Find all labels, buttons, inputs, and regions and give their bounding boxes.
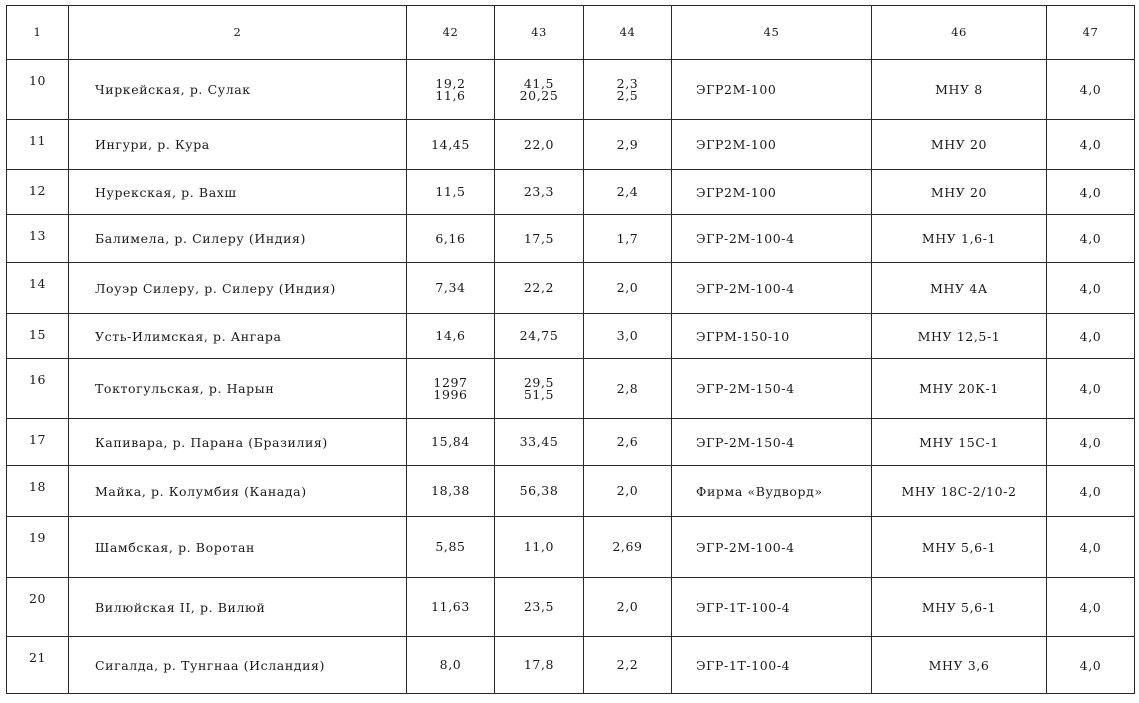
col-44-cell-value: 2,9 — [616, 136, 639, 152]
header-row — [7, 6, 1135, 60]
col-42-cell — [407, 263, 495, 314]
pressure-unit-cell: МНУ 20 — [872, 170, 1047, 215]
col-44-cell — [584, 60, 672, 120]
col-47-cell: 4,0 — [1047, 263, 1135, 314]
pressure-unit-cell: МНУ 5,6-1 — [872, 517, 1047, 578]
col-42-cell — [407, 120, 495, 170]
col-43-cell — [495, 578, 584, 637]
col-42-cell-value: 1996 — [433, 386, 468, 402]
col-42-cell — [407, 314, 495, 359]
plant-name-cell: Вилюйская II, р. Вилюй — [69, 578, 407, 637]
pressure-unit-cell: МНУ 20К-1 — [872, 359, 1047, 419]
header-cell: 45 — [672, 6, 872, 60]
col-44-cell-value: 2,0 — [616, 599, 639, 614]
col-42-cell-value: 6,16 — [435, 230, 466, 246]
col-42-cell-value: 11,6 — [435, 87, 466, 103]
pressure-unit-cell: МНУ 18С-2/10-2 — [872, 466, 1047, 517]
pressure-unit-cell: МНУ 15С-1 — [872, 419, 1047, 466]
table-row — [7, 517, 1135, 578]
col-47-cell: 4,0 — [1047, 466, 1135, 517]
col-43-cell-value: 29,5 — [523, 374, 555, 390]
col-44-cell — [584, 215, 672, 263]
col-42-cell — [407, 60, 495, 120]
row-number-cell: 14 — [7, 263, 69, 314]
regulator-type-cell: ЭГР-2М-100-4 — [672, 517, 872, 578]
plant-name-cell: Лоуэр Силеру, р. Силеру (Индия) — [69, 263, 407, 314]
col-47-cell: 4,0 — [1047, 637, 1135, 694]
plant-name-cell: Усть-Илимская, р. Ангара — [69, 314, 407, 359]
col-47-cell: 4,0 — [1047, 419, 1135, 466]
table-row — [7, 60, 1135, 120]
col-44-cell-value: 2,4 — [616, 184, 639, 199]
col-47-cell: 4,0 — [1047, 314, 1135, 359]
header-cell: 46 — [872, 6, 1047, 60]
col-42-cell-value: 7,34 — [435, 280, 466, 295]
table-row — [7, 637, 1135, 694]
col-44-cell — [584, 637, 672, 694]
col-44-cell-value: 3,0 — [616, 328, 639, 343]
col-43-cell — [495, 120, 584, 170]
plant-name-cell: Нурекская, р. Вахш — [69, 170, 407, 215]
col-43-cell — [495, 60, 584, 120]
plant-name-cell: Ингури, р. Кура — [69, 120, 407, 170]
table-row — [7, 120, 1135, 170]
row-number-cell: 16 — [7, 359, 69, 419]
plant-name-cell: Шамбская, р. Воротан — [69, 517, 407, 578]
pressure-unit-cell: МНУ 4А — [872, 263, 1047, 314]
regulator-type-cell: ЭГРМ-150-10 — [672, 314, 872, 359]
col-43-cell-value: 41,5 — [523, 75, 555, 91]
col-43-cell-value: 24,75 — [519, 328, 559, 343]
col-42-cell-value: 18,38 — [431, 483, 470, 498]
col-47-cell: 4,0 — [1047, 60, 1135, 120]
table-row — [7, 359, 1135, 419]
row-number-cell: 15 — [7, 314, 69, 359]
col-42-cell-value: 11,5 — [435, 184, 466, 199]
hydro-plant-regulator-table — [6, 5, 1135, 694]
col-43-cell — [495, 215, 584, 263]
col-42-cell — [407, 215, 495, 263]
col-43-cell-value: 51,5 — [523, 386, 555, 402]
plant-name-cell: Майка, р. Колумбия (Канада) — [69, 466, 407, 517]
col-44-cell-value: 2,6 — [616, 434, 639, 449]
header-cell: 2 — [69, 6, 407, 60]
col-44-cell — [584, 170, 672, 215]
col-43-cell-value: 56,38 — [519, 483, 559, 498]
col-44-cell-value: 2,8 — [616, 380, 639, 396]
row-number-cell: 12 — [7, 170, 69, 215]
col-47-cell: 4,0 — [1047, 120, 1135, 170]
col-42-cell-value: 5,85 — [435, 539, 466, 554]
row-number-cell: 20 — [7, 578, 69, 637]
row-number-cell: 11 — [7, 120, 69, 170]
col-44-cell-value: 2,0 — [616, 483, 639, 498]
col-42-cell — [407, 419, 495, 466]
pressure-unit-cell: МНУ 5,6-1 — [872, 578, 1047, 637]
col-42-cell — [407, 578, 495, 637]
row-number-cell: 17 — [7, 419, 69, 466]
table-row — [7, 314, 1135, 359]
col-44-cell-value: 2,5 — [616, 87, 639, 103]
col-44-cell — [584, 517, 672, 578]
header-cell: 44 — [584, 6, 672, 60]
regulator-type-cell: ЭГР-2М-150-4 — [672, 359, 872, 419]
col-44-cell — [584, 263, 672, 314]
col-42-cell — [407, 170, 495, 215]
col-42-cell-value: 1297 — [433, 374, 468, 390]
col-43-cell-value: 33,45 — [519, 434, 559, 449]
col-44-cell-value: 2,3 — [616, 75, 639, 91]
header-cell: 42 — [407, 6, 495, 60]
plant-name-cell: Чиркейская, р. Сулак — [69, 60, 407, 120]
col-43-cell-value: 22,0 — [523, 136, 555, 152]
col-43-cell-value: 23,3 — [523, 184, 555, 199]
row-number-cell: 21 — [7, 637, 69, 694]
col-44-cell — [584, 419, 672, 466]
regulator-type-cell: ЭГР2М-100 — [672, 120, 872, 170]
header-cell: 1 — [7, 6, 69, 60]
col-44-cell — [584, 314, 672, 359]
col-42-cell — [407, 359, 495, 419]
header-cell: 47 — [1047, 6, 1135, 60]
col-44-cell — [584, 466, 672, 517]
col-43-cell — [495, 637, 584, 694]
row-number-cell: 18 — [7, 466, 69, 517]
col-47-cell: 4,0 — [1047, 578, 1135, 637]
col-43-cell — [495, 359, 584, 419]
col-44-cell — [584, 578, 672, 637]
col-44-cell-value: 2,69 — [612, 539, 643, 554]
col-42-cell-value: 8,0 — [439, 657, 462, 672]
plant-name-cell: Сигалда, р. Тунгнаа (Исландия) — [69, 637, 407, 694]
col-44-cell-value: 2,0 — [616, 280, 639, 295]
pressure-unit-cell: МНУ 8 — [872, 60, 1047, 120]
pressure-unit-cell: МНУ 1,6-1 — [872, 215, 1047, 263]
col-42-cell-value: 14,6 — [435, 328, 466, 343]
pressure-unit-cell: МНУ 20 — [872, 120, 1047, 170]
col-43-cell-value: 22,2 — [523, 280, 555, 295]
row-number-cell: 19 — [7, 517, 69, 578]
regulator-type-cell: ЭГР2М-100 — [672, 170, 872, 215]
col-44-cell — [584, 359, 672, 419]
col-43-cell — [495, 314, 584, 359]
regulator-type-cell: ЭГР-1Т-100-4 — [672, 578, 872, 637]
col-47-cell: 4,0 — [1047, 359, 1135, 419]
regulator-type-cell: Фирма «Вудворд» — [672, 466, 872, 517]
col-44-cell — [584, 120, 672, 170]
col-43-cell-value: 20,25 — [519, 87, 559, 103]
col-44-cell-value: 1,7 — [616, 230, 639, 246]
col-42-cell — [407, 466, 495, 517]
col-43-cell — [495, 419, 584, 466]
col-47-cell: 4,0 — [1047, 517, 1135, 578]
regulator-type-cell: ЭГР-2М-150-4 — [672, 419, 872, 466]
col-47-cell: 4,0 — [1047, 170, 1135, 215]
table-row — [7, 578, 1135, 637]
col-43-cell — [495, 170, 584, 215]
table-row — [7, 466, 1135, 517]
table-body — [7, 6, 1135, 694]
row-number-cell: 10 — [7, 60, 69, 120]
header-cell: 43 — [495, 6, 584, 60]
table-row — [7, 215, 1135, 263]
regulator-type-cell: ЭГР2М-100 — [672, 60, 872, 120]
col-44-cell-value: 2,2 — [616, 657, 639, 672]
col-42-cell-value: 15,84 — [431, 434, 470, 449]
plant-name-cell: Капивара, р. Парана (Бразилия) — [69, 419, 407, 466]
regulator-type-cell: ЭГР-2М-100-4 — [672, 215, 872, 263]
col-42-cell — [407, 517, 495, 578]
col-43-cell-value: 23,5 — [523, 599, 555, 614]
col-42-cell-value: 11,63 — [431, 599, 470, 614]
plant-name-cell: Токтогульская, р. Нарын — [69, 359, 407, 419]
pressure-unit-cell: МНУ 12,5-1 — [872, 314, 1047, 359]
table-row — [7, 419, 1135, 466]
col-43-cell-value: 11,0 — [523, 539, 555, 554]
col-42-cell — [407, 637, 495, 694]
col-43-cell — [495, 263, 584, 314]
table-row — [7, 170, 1135, 215]
col-43-cell-value: 17,5 — [523, 230, 555, 246]
col-43-cell-value: 17,8 — [523, 657, 555, 672]
col-43-cell — [495, 466, 584, 517]
regulator-type-cell: ЭГР-1Т-100-4 — [672, 637, 872, 694]
pressure-unit-cell: МНУ 3,6 — [872, 637, 1047, 694]
col-43-cell — [495, 517, 584, 578]
row-number-cell: 13 — [7, 215, 69, 263]
col-42-cell-value: 19,2 — [435, 75, 466, 91]
plant-name-cell: Балимела, р. Силеру (Индия) — [69, 215, 407, 263]
col-47-cell: 4,0 — [1047, 215, 1135, 263]
col-42-cell-value: 14,45 — [431, 136, 470, 152]
table-row — [7, 263, 1135, 314]
regulator-type-cell: ЭГР-2М-100-4 — [672, 263, 872, 314]
